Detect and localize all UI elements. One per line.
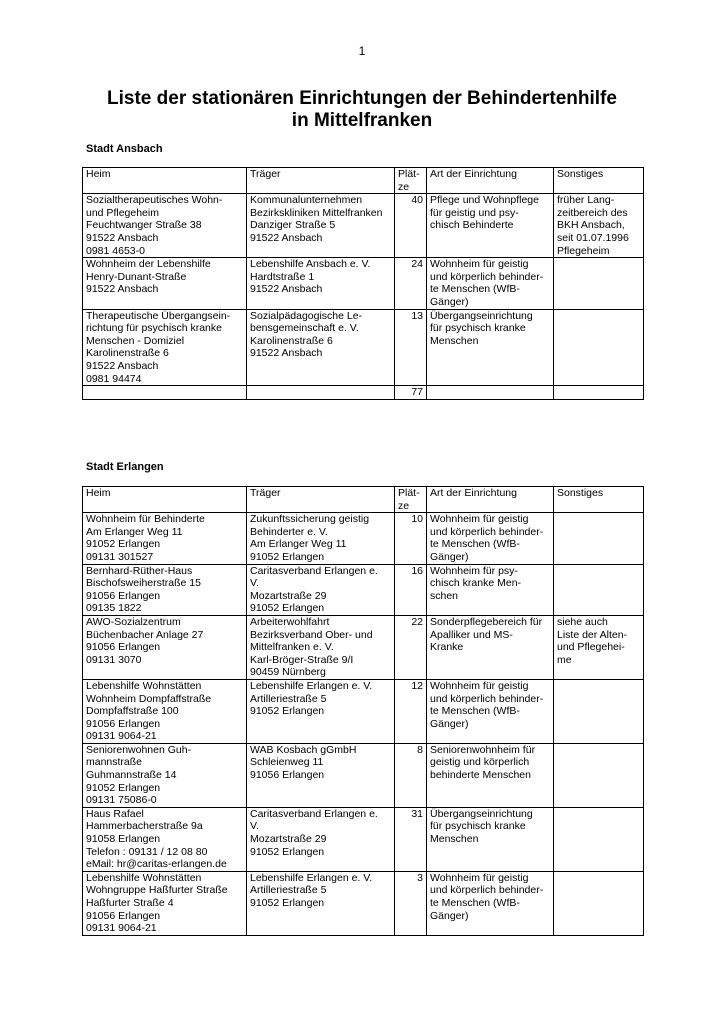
cell-heim: Therapeutische Übergangsein- richtung für psychisch kranke Menschen - Domiziel Karolinenstraße 6 91522 Ansbach 0981 94474 — [83, 309, 247, 386]
cell-art: Wohnheim für geistig und körperlich behinder- te Menschen (WfB- Gänger) — [427, 513, 554, 564]
cell-plaetze: 22 — [395, 615, 427, 679]
cell-traeger: Zukunftssicherung geistig Behinderter e. V. Am Erlanger Weg 11 91052 Erlangen — [247, 513, 395, 564]
cell-plaetze: 31 — [395, 807, 427, 871]
page-title — [60, 88, 664, 132]
column-header-traeger: Träger — [247, 487, 395, 513]
cell-plaetze: 40 — [395, 194, 427, 258]
table-total-row — [83, 386, 644, 400]
cell-sonstiges — [554, 564, 644, 615]
table-row — [83, 309, 644, 386]
cell-heim: Wohnheim der Lebenshilfe Henry-Dunant-Straße 91522 Ansbach — [83, 258, 247, 309]
cell-sonstiges — [554, 309, 644, 386]
table-row — [83, 513, 644, 564]
cell-sonstiges — [554, 386, 644, 400]
column-header-sonstiges: Sonstiges — [554, 487, 644, 513]
cell-heim: Bernhard-Rüther-Haus Bischofsweiherstraße 15 91056 Erlangen 09135 1822 — [83, 564, 247, 615]
cell-plaetze: 13 — [395, 309, 427, 386]
table-header-row — [83, 487, 644, 513]
cell-heim — [83, 386, 247, 400]
cell-sonstiges — [554, 807, 644, 871]
cell-heim: Haus Rafael Hammerbacherstraße 9a 91058 Erlangen Telefon : 09131 / 12 08 80 eMail: hr@caritas-erlangen.de — [83, 807, 247, 871]
table-row — [83, 194, 644, 258]
cell-heim: AWO-Sozialzentrum Büchenbacher Anlage 27 91056 Erlangen 09131 3070 — [83, 615, 247, 679]
table-row — [83, 743, 644, 807]
cell-sonstiges — [554, 743, 644, 807]
column-header-art: Art der Einrichtung — [427, 487, 554, 513]
cell-plaetze: 24 — [395, 258, 427, 309]
cell-art: Pflege und Wohnpflege für geistig und psy- chisch Behinderte — [427, 194, 554, 258]
cell-art: Seniorenwohnheim für geistig und körperlich behinderte Menschen — [427, 743, 554, 807]
page-title-line-1: Liste der stationären Einrichtungen der Behindertenhilfe — [107, 88, 617, 109]
facility-table-ansbach — [82, 167, 644, 400]
cell-heim: Lebenshilfe Wohnstätten Wohngruppe Haßfurter Straße Haßfurter Straße 4 91056 Erlangen 09131 9064-21 — [83, 871, 247, 935]
table-row — [83, 615, 644, 679]
cell-sonstiges — [554, 513, 644, 564]
table-row — [83, 871, 644, 935]
table-row — [83, 258, 644, 309]
column-header-plaetze: Plät- ze — [395, 168, 427, 194]
cell-art — [427, 386, 554, 400]
cell-plaetze: 3 — [395, 871, 427, 935]
cell-traeger: Arbeiterwohlfahrt Bezirksverband Ober- und Mittelfranken e. V. Karl-Bröger-Straße 9/I 90459 Nürnberg — [247, 615, 395, 679]
table-row — [83, 807, 644, 871]
cell-traeger: Lebenshilfe Erlangen e. V. Artilleriestraße 5 91052 Erlangen — [247, 871, 395, 935]
cell-plaetze: 10 — [395, 513, 427, 564]
section-title-ansbach: Stadt Ansbach — [86, 143, 163, 155]
cell-art: Übergangseinrichtung für psychisch kranke Menschen — [427, 807, 554, 871]
cell-heim: Wohnheim für Behinderte Am Erlanger Weg 11 91052 Erlangen 09131 301527 — [83, 513, 247, 564]
cell-art: Wohnheim für geistig und körperlich behinder- te Menschen (WfB- Gänger) — [427, 679, 554, 743]
cell-art: Wohnheim für geistig und körperlich behinder- te Menschen (WfB- Gänger) — [427, 258, 554, 309]
cell-art: Übergangseinrichtung für psychisch kranke Menschen — [427, 309, 554, 386]
cell-sonstiges: früher Lang- zeitbereich des BKH Ansbach, seit 01.07.1996 Pflegeheim — [554, 194, 644, 258]
column-header-traeger: Träger — [247, 168, 395, 194]
cell-art: Sonderpflegebereich für Apalliker und MS- Kranke — [427, 615, 554, 679]
cell-traeger: WAB Kosbach gGmbH Schleienweg 11 91056 Erlangen — [247, 743, 395, 807]
column-header-plaetze: Plät- ze — [395, 487, 427, 513]
cell-traeger: Sozialpädagogische Le- bensgemeinschaft e. V. Karolinenstraße 6 91522 Ansbach — [247, 309, 395, 386]
column-header-sonstiges: Sonstiges — [554, 168, 644, 194]
cell-traeger: Caritasverband Erlangen e. V. Mozartstraße 29 91052 Erlangen — [247, 807, 395, 871]
column-header-heim: Heim — [83, 487, 247, 513]
cell-heim: Seniorenwohnen Guh- mannstraße Guhmannstraße 14 91052 Erlangen 09131 75086-0 — [83, 743, 247, 807]
table-row — [83, 564, 644, 615]
section-title-erlangen: Stadt Erlangen — [86, 461, 164, 473]
facility-table-erlangen — [82, 486, 644, 936]
cell-sonstiges: siehe auch Liste der Alten- und Pflegehei- me — [554, 615, 644, 679]
column-header-heim: Heim — [83, 168, 247, 194]
cell-art: Wohnheim für geistig und körperlich behinder- te Menschen (WfB- Gänger) — [427, 871, 554, 935]
table-header-row — [83, 168, 644, 194]
cell-traeger: Lebenshilfe Erlangen e. V. Artilleriestraße 5 91052 Erlangen — [247, 679, 395, 743]
page-number: 1 — [358, 44, 366, 58]
cell-sonstiges — [554, 679, 644, 743]
cell-plaetze: 12 — [395, 679, 427, 743]
cell-heim: Lebenshilfe Wohnstätten Wohnheim Dompfaffstraße Dompfaffstraße 100 91056 Erlangen 09131 9064-21 — [83, 679, 247, 743]
cell-plaetze: 16 — [395, 564, 427, 615]
cell-plaetze-total: 77 — [395, 386, 427, 400]
cell-traeger: Caritasverband Erlangen e. V. Mozartstraße 29 91052 Erlangen — [247, 564, 395, 615]
cell-sonstiges — [554, 258, 644, 309]
cell-plaetze: 8 — [395, 743, 427, 807]
table-row — [83, 679, 644, 743]
cell-traeger: Lebenshilfe Ansbach e. V. Hardtstraße 1 91522 Ansbach — [247, 258, 395, 309]
column-header-art: Art der Einrichtung — [427, 168, 554, 194]
cell-traeger: Kommunalunternehmen Bezirkskliniken Mittelfranken Danziger Straße 5 91522 Ansbach — [247, 194, 395, 258]
cell-heim: Sozialtherapeutisches Wohn- und Pflegeheim Feuchtwanger Straße 38 91522 Ansbach 0981 4653-0 — [83, 194, 247, 258]
page-title-line-2: in Mittelfranken — [291, 110, 433, 131]
cell-traeger — [247, 386, 395, 400]
cell-sonstiges — [554, 871, 644, 935]
cell-art: Wohnheim für psy- chisch kranke Men- schen — [427, 564, 554, 615]
